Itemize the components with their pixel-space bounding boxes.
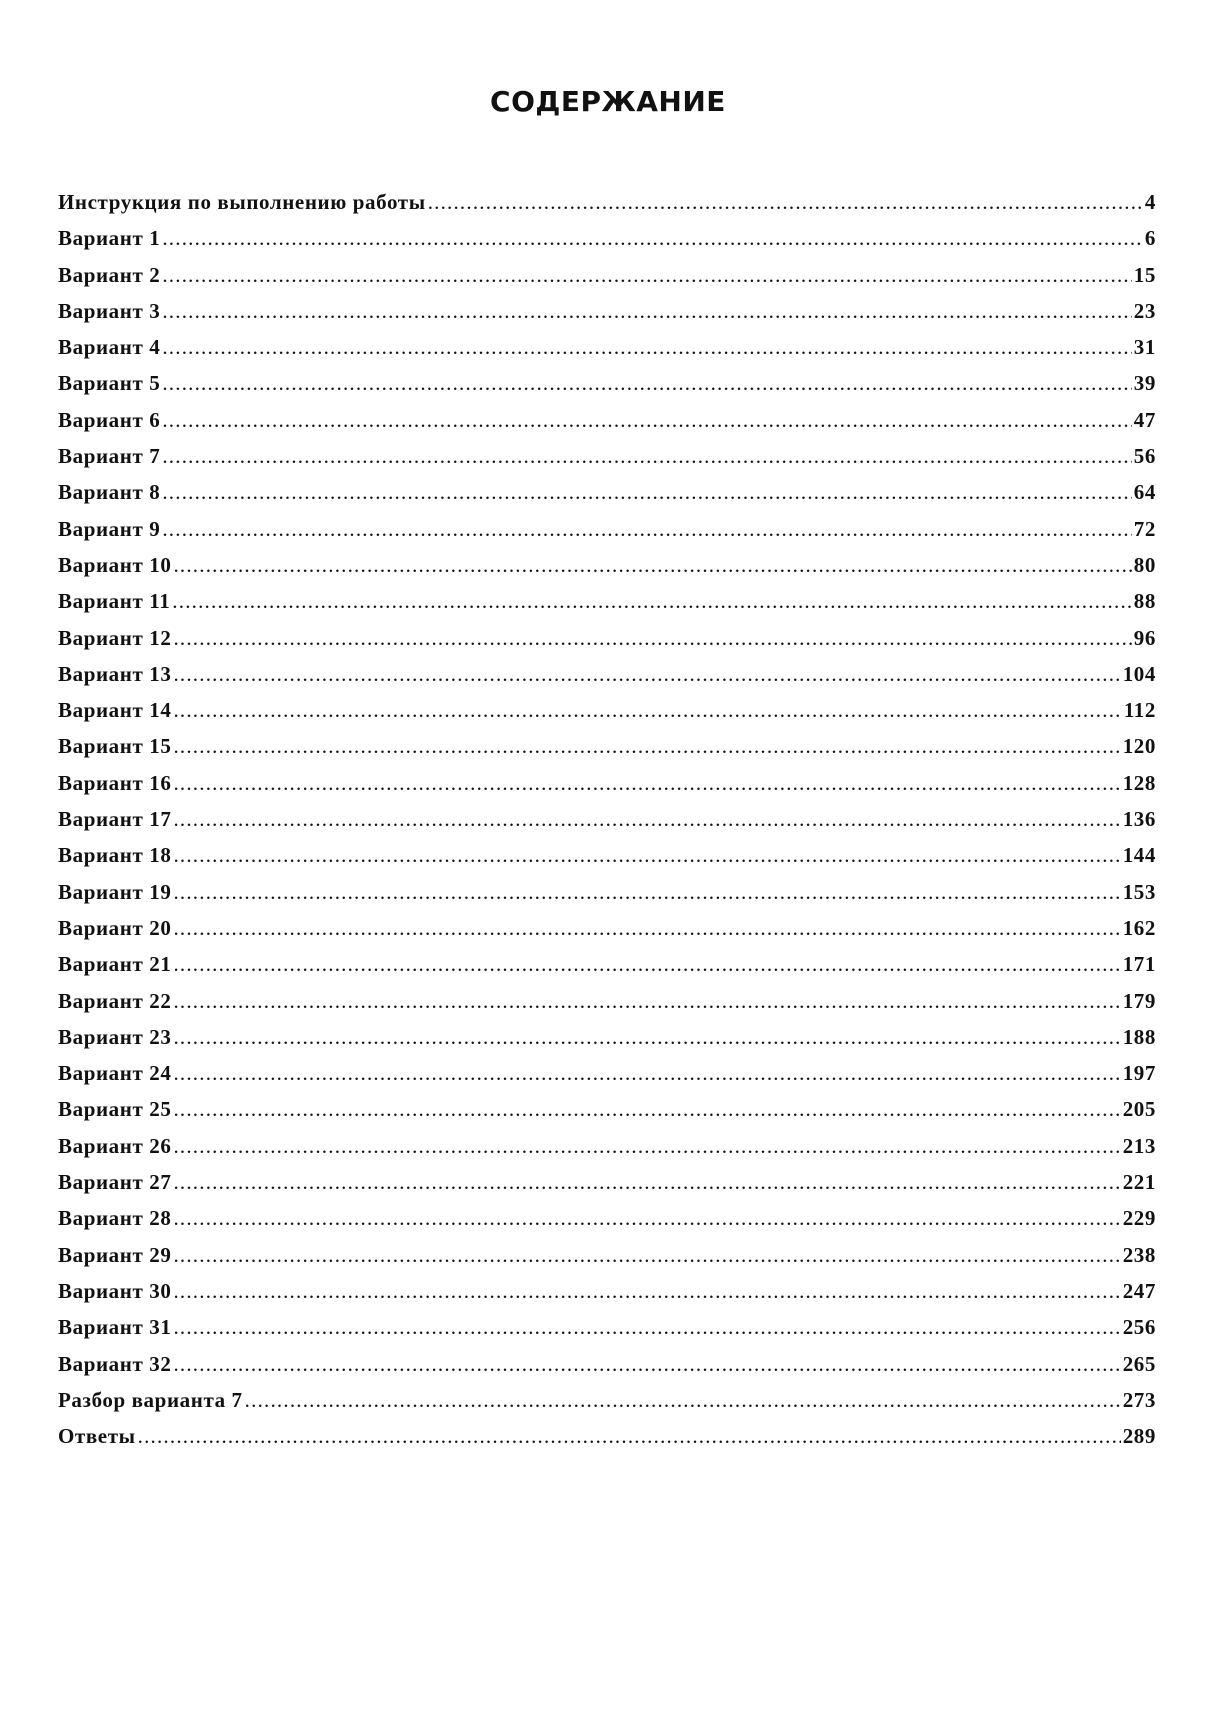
toc-entry-label: Вариант 14 xyxy=(58,698,172,723)
toc-entry xyxy=(58,402,1156,438)
toc-entry-page-number: 72 xyxy=(1133,516,1156,541)
toc-entry xyxy=(58,474,1156,510)
dot-leader xyxy=(428,184,1143,220)
toc-entry-page-number: 39 xyxy=(1133,371,1156,396)
toc-entry-label: Вариант 30 xyxy=(58,1278,172,1303)
dot-leader xyxy=(173,656,1120,692)
dot-leader xyxy=(173,910,1120,946)
toc-entry xyxy=(58,1382,1156,1418)
dot-leader xyxy=(138,1418,1121,1454)
toc-entry-page-number: 153 xyxy=(1122,879,1156,904)
dot-leader xyxy=(172,583,1132,619)
toc-entry-page-number: 31 xyxy=(1133,335,1156,360)
toc-entry-page-number: 162 xyxy=(1122,915,1156,940)
toc-entry xyxy=(58,220,1156,256)
dot-leader xyxy=(173,620,1131,656)
dot-leader xyxy=(173,1091,1120,1127)
toc-entry-page-number: 247 xyxy=(1122,1278,1156,1303)
toc-entry xyxy=(58,1237,1156,1273)
toc-entry-page-number: 197 xyxy=(1122,1061,1156,1086)
toc-entry-label: Вариант 28 xyxy=(58,1206,172,1231)
toc-entry-label: Вариант 19 xyxy=(58,879,172,904)
dot-leader xyxy=(173,1128,1120,1164)
dot-leader xyxy=(173,1200,1120,1236)
toc-entry-label: Вариант 7 xyxy=(58,444,161,469)
toc-entry-label: Инструкция по выполнению работы xyxy=(58,190,426,214)
dot-leader xyxy=(173,1273,1120,1309)
toc-entry-page-number: 47 xyxy=(1133,407,1156,432)
dot-leader xyxy=(162,474,1131,510)
toc-entry-page-number: 171 xyxy=(1122,952,1156,977)
toc-entry-page-number: 229 xyxy=(1122,1206,1156,1231)
toc-entry xyxy=(58,365,1156,401)
toc-entry xyxy=(58,1019,1156,1055)
toc-entry-page-number: 80 xyxy=(1133,552,1156,577)
toc-entry xyxy=(58,1164,1156,1200)
table-of-contents xyxy=(58,184,1156,1454)
toc-entry-page-number: 112 xyxy=(1123,698,1156,723)
toc-entry xyxy=(58,1346,1156,1382)
toc-entry xyxy=(58,583,1156,619)
toc-entry-label: Вариант 1 xyxy=(58,226,161,251)
dot-leader xyxy=(173,1309,1120,1345)
dot-leader xyxy=(173,983,1120,1019)
toc-entry-label: Вариант 27 xyxy=(58,1170,172,1195)
dot-leader xyxy=(162,293,1131,329)
toc-entry-label: Вариант 23 xyxy=(58,1024,172,1049)
toc-entry-label: Вариант 31 xyxy=(58,1315,172,1340)
toc-entry xyxy=(58,837,1156,873)
dot-leader xyxy=(162,257,1131,293)
dot-leader xyxy=(162,511,1131,547)
toc-entry-label: Вариант 12 xyxy=(58,625,172,650)
toc-entry-label: Вариант 15 xyxy=(58,734,172,759)
toc-entry xyxy=(58,874,1156,910)
toc-entry-page-number: 96 xyxy=(1133,625,1156,650)
toc-entry xyxy=(58,946,1156,982)
dot-leader xyxy=(173,837,1120,873)
toc-entry-page-number: 6 xyxy=(1144,226,1156,251)
toc-entry xyxy=(58,765,1156,801)
page-title: СОДЕРЖАНИЕ xyxy=(490,85,726,118)
toc-entry-page-number: 136 xyxy=(1122,807,1156,832)
dot-leader xyxy=(173,1164,1120,1200)
toc-entry-label: Вариант 11 xyxy=(58,589,171,614)
toc-entry-label: Вариант 8 xyxy=(58,480,161,505)
toc-entry xyxy=(58,1309,1156,1345)
dot-leader xyxy=(162,402,1131,438)
dot-leader xyxy=(162,438,1131,474)
toc-entry xyxy=(58,1273,1156,1309)
toc-entry-page-number: 238 xyxy=(1122,1242,1156,1267)
dot-leader xyxy=(173,692,1121,728)
dot-leader xyxy=(173,728,1120,764)
toc-entry xyxy=(58,801,1156,837)
toc-entry-page-number: 4 xyxy=(1144,190,1156,214)
toc-entry xyxy=(58,728,1156,764)
toc-entry-page-number: 64 xyxy=(1133,480,1156,505)
dot-leader xyxy=(173,547,1131,583)
toc-entry-page-number: 213 xyxy=(1122,1133,1156,1158)
toc-entry xyxy=(58,1055,1156,1091)
toc-entry-page-number: 179 xyxy=(1122,988,1156,1013)
toc-entry-page-number: 273 xyxy=(1122,1387,1156,1412)
dot-leader xyxy=(173,1055,1120,1091)
toc-entry-label: Вариант 21 xyxy=(58,952,172,977)
toc-entry-label: Вариант 22 xyxy=(58,988,172,1013)
dot-leader xyxy=(173,765,1120,801)
toc-entry xyxy=(58,257,1156,293)
toc-entry-page-number: 256 xyxy=(1122,1315,1156,1340)
toc-entry-label: Вариант 32 xyxy=(58,1351,172,1376)
toc-entry-page-number: 221 xyxy=(1122,1170,1156,1195)
toc-entry xyxy=(58,293,1156,329)
toc-entry-label: Вариант 4 xyxy=(58,335,161,360)
toc-entry xyxy=(58,547,1156,583)
toc-entry xyxy=(58,511,1156,547)
toc-entry-label: Вариант 16 xyxy=(58,770,172,795)
dot-leader xyxy=(173,946,1120,982)
dot-leader xyxy=(173,1019,1120,1055)
toc-entry-label: Вариант 29 xyxy=(58,1242,172,1267)
dot-leader xyxy=(245,1382,1121,1418)
toc-entry-label: Вариант 5 xyxy=(58,371,161,396)
toc-entry xyxy=(58,184,1156,220)
toc-entry xyxy=(58,1200,1156,1236)
toc-entry-page-number: 289 xyxy=(1122,1424,1156,1449)
toc-entry-label: Вариант 17 xyxy=(58,807,172,832)
toc-entry xyxy=(58,983,1156,1019)
toc-entry-page-number: 265 xyxy=(1122,1351,1156,1376)
dot-leader xyxy=(173,1346,1120,1382)
toc-entry xyxy=(58,329,1156,365)
toc-entry xyxy=(58,692,1156,728)
dot-leader xyxy=(173,874,1120,910)
toc-entry xyxy=(58,656,1156,692)
toc-entry-label: Вариант 10 xyxy=(58,552,172,577)
toc-entry-label: Вариант 2 xyxy=(58,262,161,287)
toc-entry-label: Вариант 18 xyxy=(58,843,172,868)
toc-entry-label: Ответы xyxy=(58,1424,136,1449)
toc-entry-page-number: 144 xyxy=(1122,843,1156,868)
toc-entry xyxy=(58,438,1156,474)
toc-entry-page-number: 120 xyxy=(1122,734,1156,759)
toc-entry-page-number: 23 xyxy=(1133,298,1156,323)
toc-entry xyxy=(58,1128,1156,1164)
toc-entry-label: Вариант 3 xyxy=(58,298,161,323)
toc-entry-label: Вариант 24 xyxy=(58,1061,172,1086)
toc-entry-page-number: 128 xyxy=(1122,770,1156,795)
toc-entry-label: Вариант 6 xyxy=(58,407,161,432)
toc-entry-label: Вариант 9 xyxy=(58,516,161,541)
dot-leader xyxy=(173,1237,1120,1273)
toc-entry-label: Разбор варианта 7 xyxy=(58,1387,243,1412)
dot-leader xyxy=(162,220,1143,256)
toc-entry-label: Вариант 26 xyxy=(58,1133,172,1158)
toc-entry xyxy=(58,620,1156,656)
toc-entry-label: Вариант 20 xyxy=(58,915,172,940)
toc-entry-page-number: 205 xyxy=(1122,1097,1156,1122)
dot-leader xyxy=(162,365,1131,401)
toc-entry-page-number: 56 xyxy=(1133,444,1156,469)
toc-entry xyxy=(58,1418,1156,1454)
toc-entry xyxy=(58,1091,1156,1127)
toc-entry-label: Вариант 25 xyxy=(58,1097,172,1122)
toc-entry-label: Вариант 13 xyxy=(58,661,172,686)
dot-leader xyxy=(173,801,1120,837)
toc-entry xyxy=(58,910,1156,946)
toc-entry-page-number: 188 xyxy=(1122,1024,1156,1049)
toc-entry-page-number: 15 xyxy=(1133,262,1156,287)
toc-entry-page-number: 104 xyxy=(1122,661,1156,686)
toc-entry-page-number: 88 xyxy=(1133,589,1156,614)
dot-leader xyxy=(162,329,1131,365)
